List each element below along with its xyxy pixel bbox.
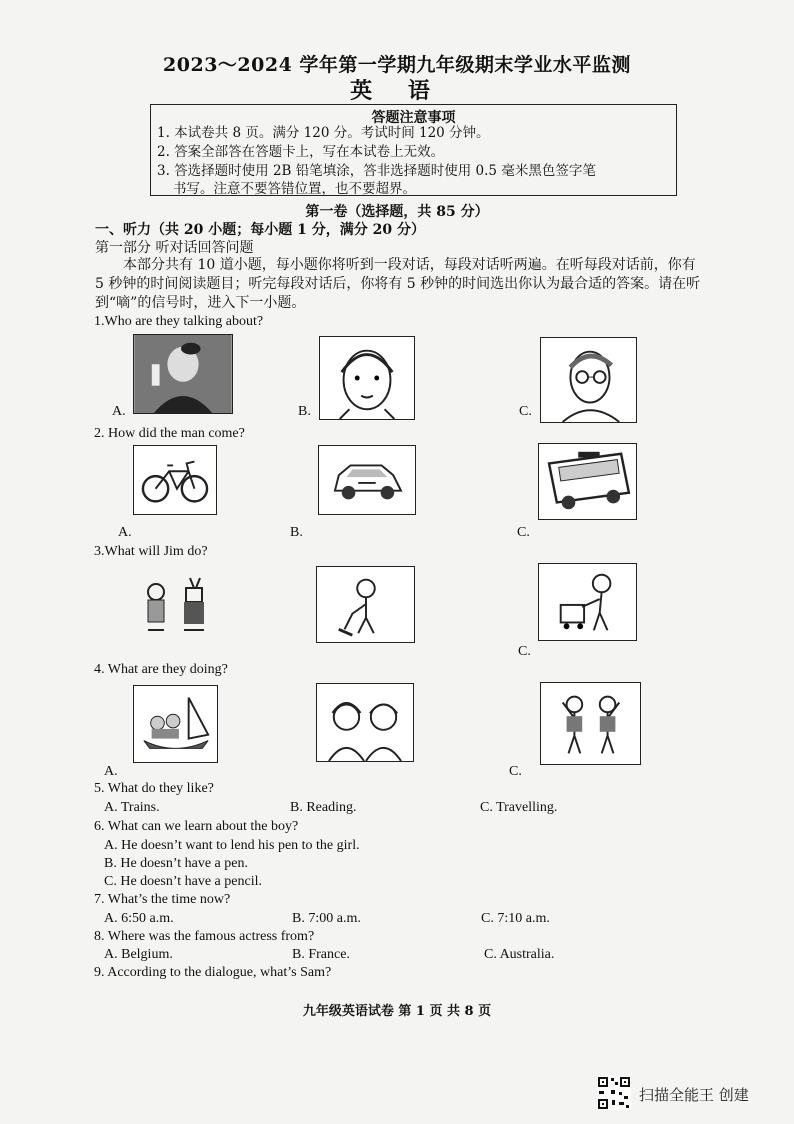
q5-option-a: A. Trains. [104,800,160,815]
q4-picture-c [540,682,641,765]
q5-option-b: B. Reading. [290,800,357,815]
qr-code-icon [597,1076,631,1110]
q1-option-c: C. [519,404,532,419]
notice-line: 书写。注意不要答错位置，也不要超界。 [173,181,416,197]
q4-picture-a [133,685,218,763]
q2-option-c: C. [517,525,530,540]
question-8: 8. Where was the famous actress from? [94,929,315,944]
q6-option-b: B. He doesn’t have a pen. [104,856,248,871]
question-5: 5. What do they like? [94,781,214,796]
q3-option-c: C. [518,644,531,659]
q6-option-a: A. He doesn’t want to lend his pen to the girl. [104,838,360,853]
q2-picture-a [133,445,217,515]
q8-option-a: A. Belgium. [104,947,173,962]
q7-option-b: B. 7:00 a.m. [292,911,361,926]
question-4: 4. What are they doing? [94,662,228,677]
q3-picture-b [316,566,415,643]
q1-option-b: B. [298,404,311,419]
q7-option-a: A. 6:50 a.m. [104,911,174,926]
q4-option-a: A. [104,764,118,779]
q1-picture-c [540,337,637,423]
notice-line: 2. 答案全部答在答题卡上，写在本试卷上无效。 [157,144,445,160]
part-heading: 第一卷（选择题，共 85 分） [305,204,489,220]
q1-picture-a [133,334,233,414]
q6-option-c: C. He doesn’t have a pencil. [104,874,262,889]
q1-option-a: A. [112,404,126,419]
section-subheading: 第一部分 听对话回答问题 [95,240,254,256]
notice-line: 3. 答选择题时使用 2B 铅笔填涂，答非选择题时使用 0.5 毫米黑色签字笔 [157,163,596,179]
scanner-brand-text: 扫描全能王 创建 [639,1086,749,1104]
q8-option-b: B. France. [292,947,350,962]
exam-subject: 英 语 [350,78,444,104]
q4-option-c: C. [509,764,522,779]
section-heading: 一、听力（共 20 小题；每小题 1 分，满分 20 分） [95,222,425,238]
q2-picture-b [318,445,416,515]
instructions: 本部分共有 10 道小题，每小题你将听到一段对话，每段对话听两遍。在听每段对话前，你有 5 秒钟的时间阅读题目；听完每段对话后，你将有 5 秒钟的时间选出你认为最合适的答案。请在听到“嘀”的信号时，进入下一小题。 [95,257,701,311]
question-1: 1.Who are they talking about? [94,314,264,329]
question-7: 7. What’s the time now? [94,892,231,907]
exam-title: 2023～2024 学年第一学期九年级期末学业水平监测 [163,54,631,76]
q1-picture-b [319,336,415,420]
notice-box [150,104,677,196]
question-9: 9. According to the dialogue, what’s Sam? [94,965,332,980]
question-2: 2. How did the man come? [94,426,245,441]
question-6: 6. What can we learn about the boy? [94,819,299,834]
q3-picture-c [538,563,637,641]
q5-option-c: C. Travelling. [480,800,558,815]
scanner-watermark [597,1076,769,1112]
q3-picture-a [138,570,218,640]
question-3: 3.What will Jim do? [94,544,208,559]
q2-option-b: B. [290,525,303,540]
q2-picture-c [538,443,637,520]
q2-option-a: A. [118,525,132,540]
q4-picture-b [316,683,414,762]
page-footer: 九年级英语试卷 第 1 页 共 8 页 [302,1004,492,1019]
q7-option-c: C. 7:10 a.m. [481,911,550,926]
q8-option-c: C. Australia. [484,947,555,962]
notice-heading: 答题注意事项 [371,110,456,126]
notice-line: 1. 本试卷共 8 页。满分 120 分。考试时间 120 分钟。 [157,125,490,141]
